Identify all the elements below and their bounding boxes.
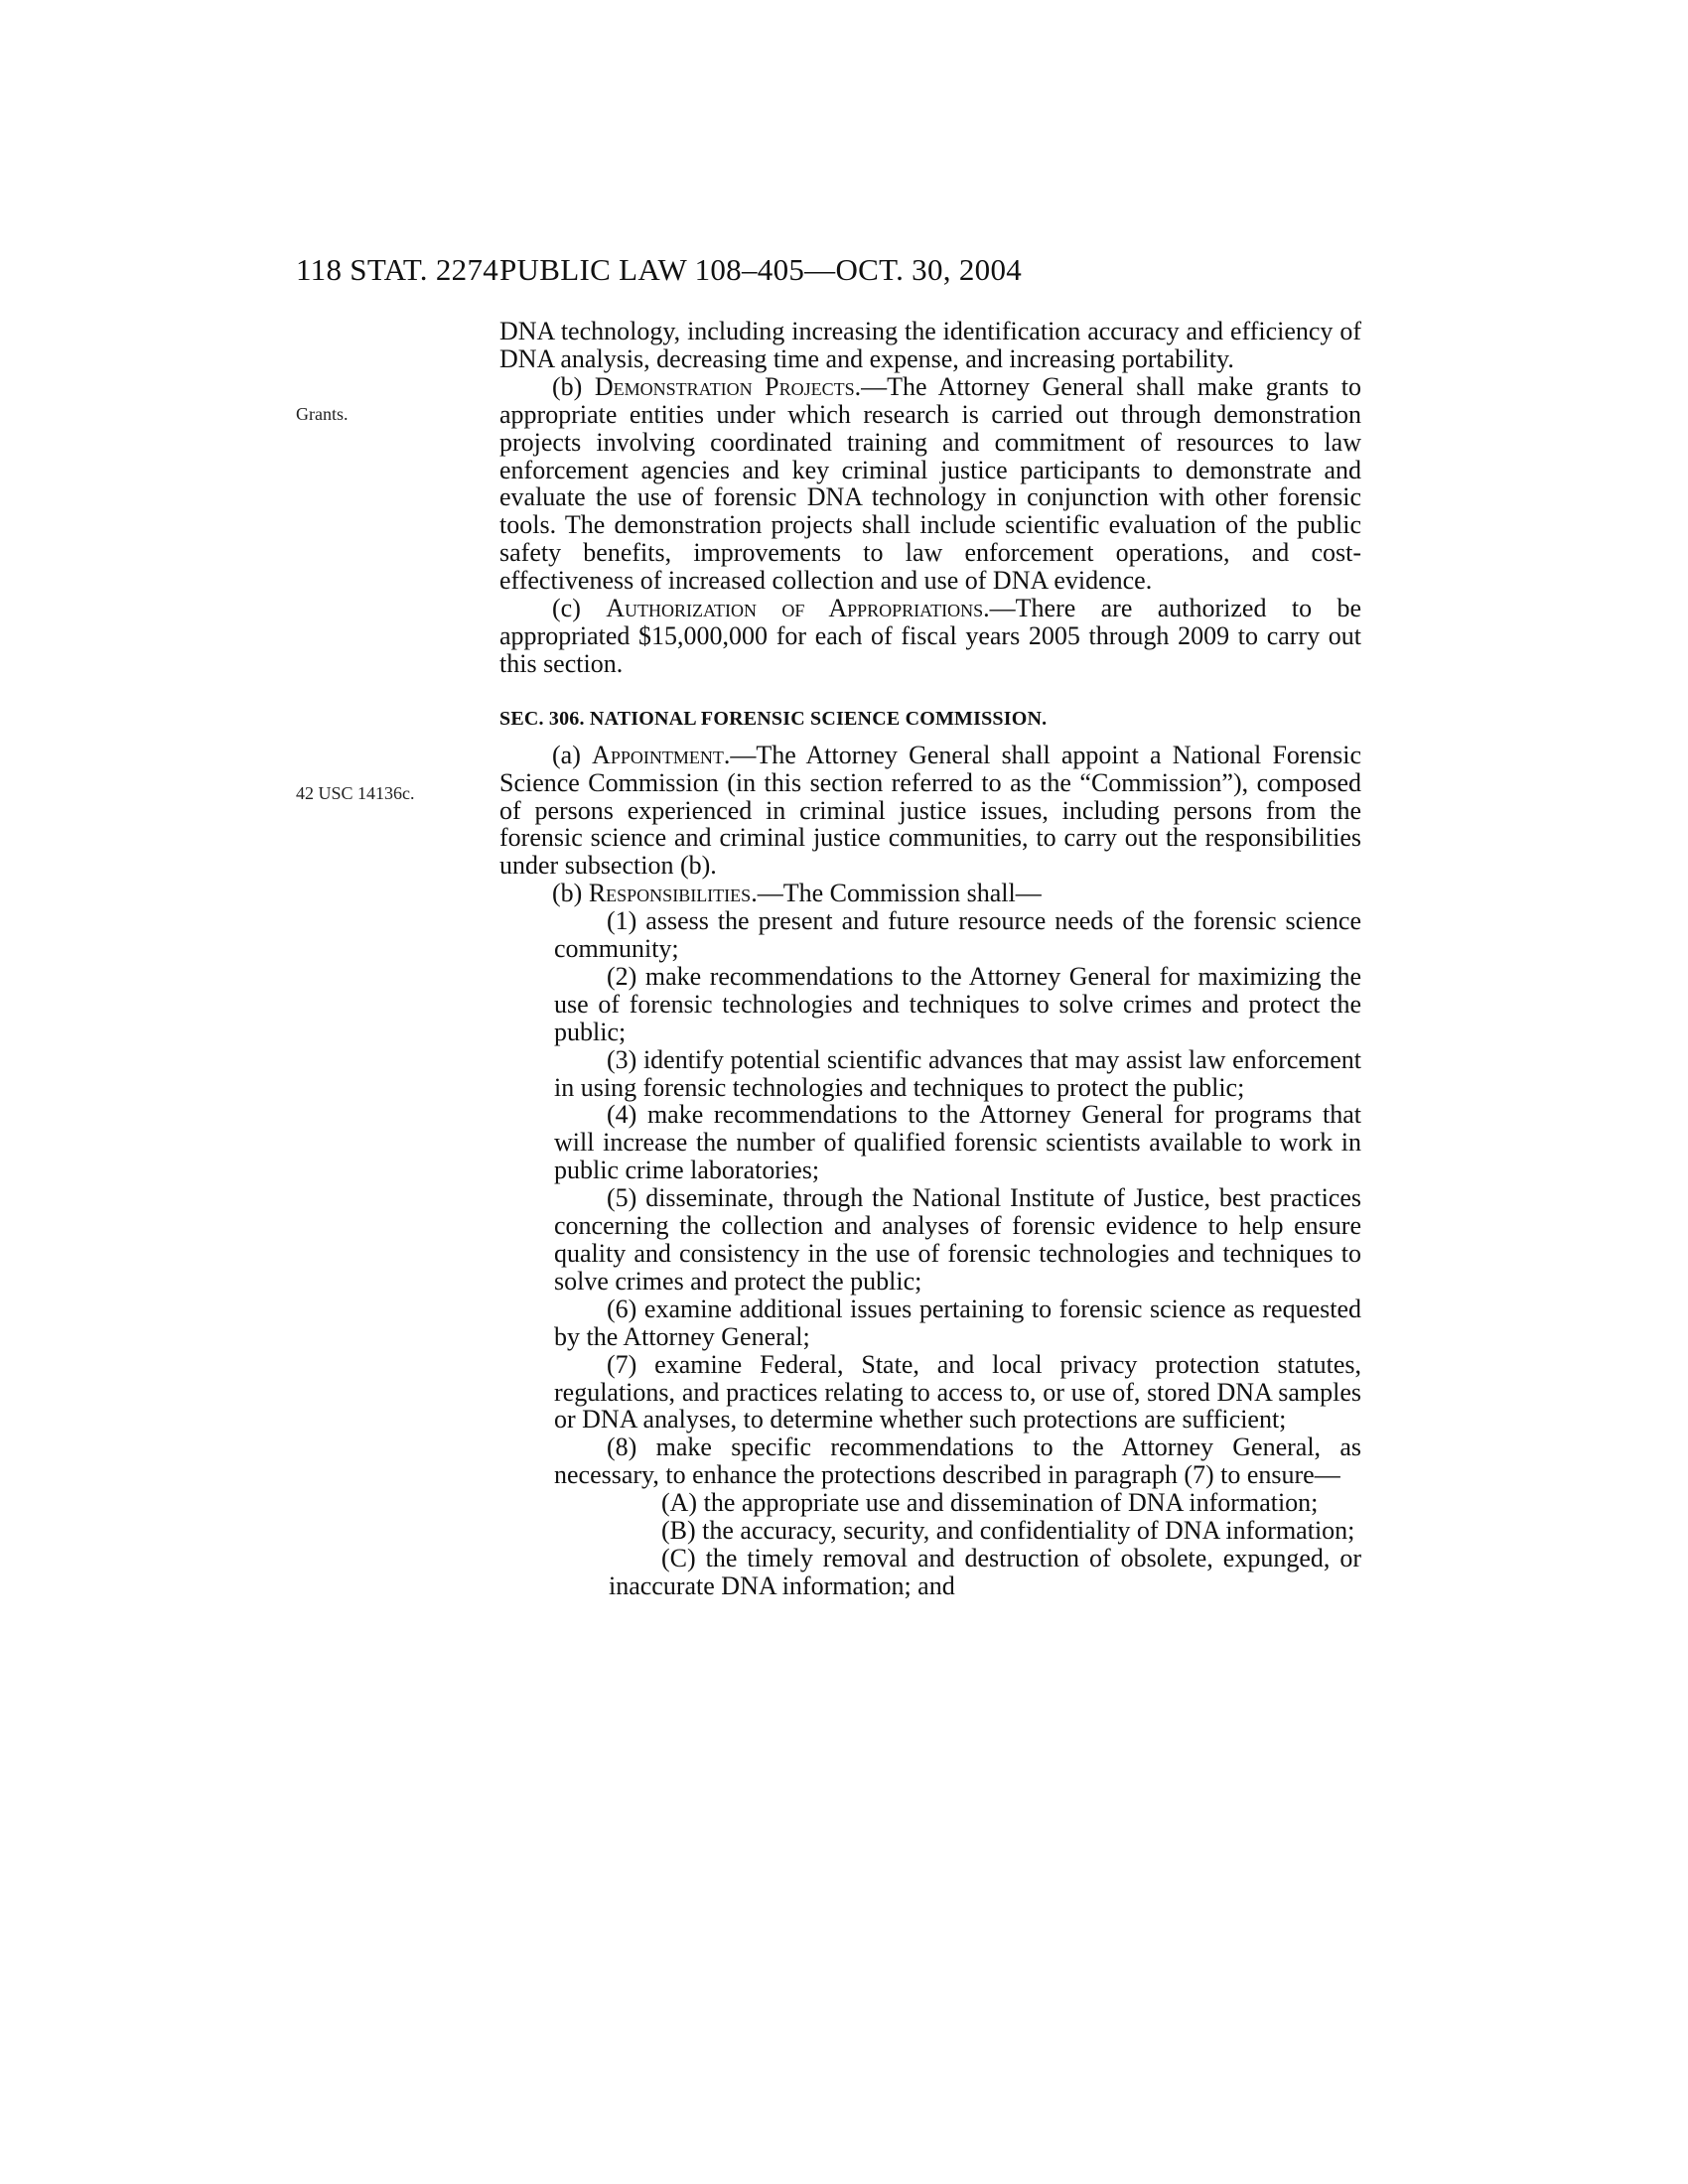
subsection-label: (b) [552,879,589,908]
document-body [499,318,1361,1600]
subsection-heading: Authorization of Appropriations [606,594,984,623]
margin-note-usc: 42 USC 14136c. [296,783,415,803]
statute-page-number: 118 STAT. 2274 [296,252,499,287]
continued-paragraph: DNA technology, including increasing the identification accuracy and efficiency of DNA analysis, decreasing time and expense, and increasing portability. [499,317,1361,373]
subparagraph-item: (B) the accuracy, security, and confidentiality of DNA information; [661,1516,1355,1546]
subsection-heading: Demonstration Projects [594,371,855,401]
paragraph-item: (1) assess the present and future resource needs of the forensic science community; [554,906,1361,964]
subsection-text: .—There are authorized to be appropriated $15,000,000 for each of fiscal years 2005 through 2009 to carry out this section. [499,594,1361,678]
subsection-heading: Appointment [592,740,724,769]
paragraph-item: (3) identify potential scientific advances that may assist law enforcement in using forensic technologies and techniques to protect the public; [554,1044,1361,1102]
paragraph-item: (6) examine additional issues pertaining to forensic science as requested by the Attorney General; [554,1294,1361,1351]
margin-note-grants: Grants. [296,404,349,424]
subsection-b-demonstration-projects [499,373,1361,595]
paragraph-item: (2) make recommendations to the Attorney General for maximizing the use of forensic technologies and techniques to solve crimes and protect the public; [554,961,1361,1046]
subsection-text: .—The Attorney General shall make grants to appropriate entities under which research is carried out through demonstration projects involving coordinated training and commitment of resources to law enforcement agencies and key criminal justice participants to demonstrate and evaluate the use of forensic DNA technology in conjunction with other forensic tools. The demonstration projects shall include scientific evaluation of the public safety benefits, improvements to law enforcement operations, and cost-effectiveness of increased collection and use of DNA evidence. [499,371,1361,596]
subparagraph-item: (C) the timely removal and destruction of obsolete, expunged, or inaccurate DNA information; and [609,1543,1361,1600]
subsection-text: .—The Commission shall— [751,879,1042,908]
subsection-label: (b) [552,371,595,401]
subsection-a-appointment [499,742,1361,881]
subsection-label: (c) [552,594,607,623]
subparagraph-item: (A) the appropriate use and dissemination of DNA information; [661,1488,1319,1518]
subsection-text: .—The Attorney General shall appoint a National Forensic Science Commission (in this section referred to as the “Commission”), composed of persons experienced in criminal justice issues, including persons from the forensic science and criminal justice communities, to carry out the responsibilities under subsection (b). [499,740,1362,881]
section-heading: SEC. 306. NATIONAL FORENSIC SCIENCE COMMISSION. [499,707,1048,730]
public-law-header: PUBLIC LAW 108–405—OCT. 30, 2004 [499,252,1023,287]
subsection-c-authorization [499,595,1361,678]
subsection-label: (a) [552,740,593,769]
subsection-heading: Responsibilities [588,879,752,908]
paragraph-item: (7) examine Federal, State, and local privacy protection statutes, regulations, and practices relating to access to, or use of, stored DNA samples or DNA analyses, to determine whether such protections are sufficient; [554,1349,1361,1434]
paragraph-item: (5) disseminate, through the National Institute of Justice, best practices concerning the collection and analyses of forensic evidence to help ensure quality and consistency in the use of forensic technologies and techniques to solve crimes and protect the public; [554,1183,1361,1296]
paragraph-item: (4) make recommendations to the Attorney General for programs that will increase the number of qualified forensic scientists available to work in public crime laboratories; [554,1100,1361,1185]
paragraph-item: (8) make specific recommendations to the Attorney General, as necessary, to enhance the protections described in paragraph (7) to ensure— [554,1433,1361,1490]
subsection-b-responsibilities [499,880,1361,907]
